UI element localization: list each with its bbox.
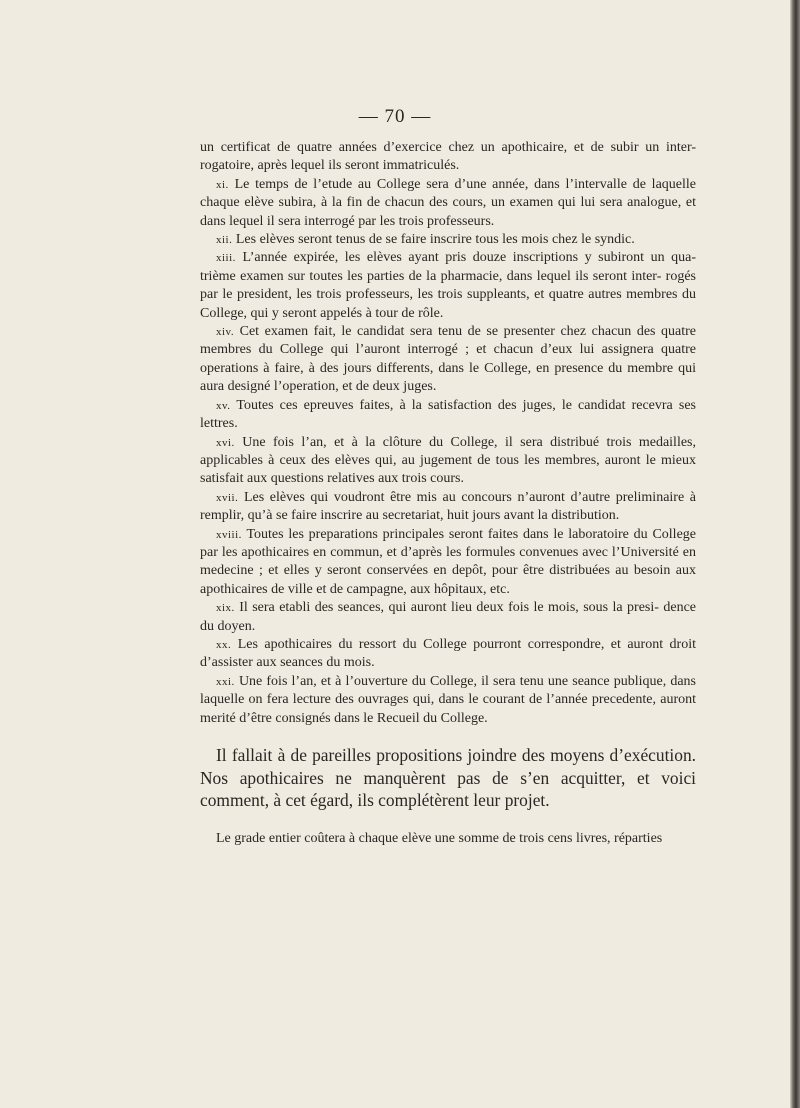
article-paragraph bbox=[200, 397, 696, 434]
article-text: Les elèves qui voudront être mis au concours n’auront d’autre preliminaire à remplir, qu’à se faire inscrire au secretariat, huit jours avant la distribution. bbox=[200, 489, 696, 524]
article-paragraph bbox=[200, 434, 696, 489]
article-text: L’année expirée, les elèves ayant pris douze inscriptions y subiront un qua- trième examen sur toutes les parties de la pharmacie, dans lequel ils seront inter- rogés par le president, les trois professeurs, les trois suppleants, et quatre autres membres du College, qui y seront appelés à tour de rôle. bbox=[200, 250, 696, 321]
narrative-paragraph: Il fallait à de pareilles propositions joindre des moyens d’exécution. Nos apothicaires ne manquèrent pas de s’en acquitter, et voici comment, à cet égard, ils complétèrent leur projet. bbox=[200, 745, 696, 810]
article-number: xvi. bbox=[216, 436, 235, 449]
article-paragraph bbox=[200, 673, 696, 728]
article-paragraph bbox=[200, 231, 696, 249]
article-text: Le temps de l’etude au College sera d’une année, dans l’intervalle de laquelle chaque elève subira, à la fin de chacun des cours, un examen qui lui sera analogue, et dans lequel il sera interrogé par les trois professeurs. bbox=[200, 176, 696, 229]
article-text: Une fois l’an, et à l’ouverture du College, il sera tenu une seance publique, dans laquelle on fera lecture des ouvrages qui, dans le courant de l’année precedente, auront merité d’être consignés dans le Recueil du College. bbox=[200, 673, 696, 726]
article-number: xviii. bbox=[216, 528, 242, 541]
article-paragraph bbox=[200, 636, 696, 673]
article-paragraph bbox=[200, 176, 696, 231]
article-paragraph bbox=[200, 489, 696, 526]
article-text: Cet examen fait, le candidat sera tenu de se presenter chez chacun des quatre membres du College qui l’auront interrogé ; et chacun d’eux lui assignera quatre operations à faire, à des jours differents, dans le College, en presence du membre qui aura designé l’operation, et de deux juges. bbox=[200, 324, 696, 395]
article-text: Il sera etabli des seances, qui auront lieu deux fois le mois, sous la presi- dence du doyen. bbox=[200, 600, 696, 634]
article-paragraph bbox=[200, 599, 696, 636]
article-text: Les elèves seront tenus de se faire inscrire tous les mois chez le syndic. bbox=[232, 232, 635, 248]
article-text: Toutes les preparations principales seront faites dans le laboratoire du College par les apothicaires en commun, et d’après les formules convenues avec l’Université en medecine ; et elles y seront conservées en depôt, pour être distribuées au besoin aux apothicaires de ville et de campagne, aux hôpitaux, etc. bbox=[200, 526, 696, 597]
opening-paragraph: un certificat de quatre années d’exercice chez un apothicaire, et de subir un inter- rogatoire, après lequel ils seront immatriculés. bbox=[200, 140, 696, 174]
article-number: xiii. bbox=[216, 252, 236, 265]
article-number: xiv. bbox=[216, 326, 235, 339]
article-paragraph bbox=[200, 249, 696, 323]
article-list bbox=[200, 176, 696, 728]
article-number: xii. bbox=[216, 234, 233, 247]
regulation-articles bbox=[200, 139, 696, 728]
article-text: Une fois l’an, et à la clôture du College, il sera distribué trois medailles, applicables à ceux des elèves qui, au jugement de tous les membres, auront le mieux satisfait aux questions relatives aux trois cours. bbox=[200, 434, 696, 487]
article-number: xv. bbox=[216, 399, 231, 412]
closing-line: Le grade entier coûtera à chaque elève une somme de trois cens livres, réparties bbox=[216, 831, 663, 846]
article-number: xvii. bbox=[216, 491, 239, 504]
article-text: Toutes ces epreuves faites, à la satisfaction des juges, le candidat recevra ses lettres. bbox=[200, 397, 696, 432]
article-paragraph bbox=[200, 323, 696, 397]
article-number: xxi. bbox=[216, 675, 235, 688]
article-number: xix. bbox=[216, 602, 235, 615]
article-number: xi. bbox=[216, 178, 229, 191]
page-number: — 70 — bbox=[358, 106, 432, 127]
book-binding-edge bbox=[790, 0, 800, 1108]
article-paragraph bbox=[200, 526, 696, 600]
article-text: Les apothicaires du ressort du College pourront correspondre, et auront droit d’assister aux seances du mois. bbox=[200, 636, 696, 671]
article-number: xx. bbox=[216, 638, 232, 651]
